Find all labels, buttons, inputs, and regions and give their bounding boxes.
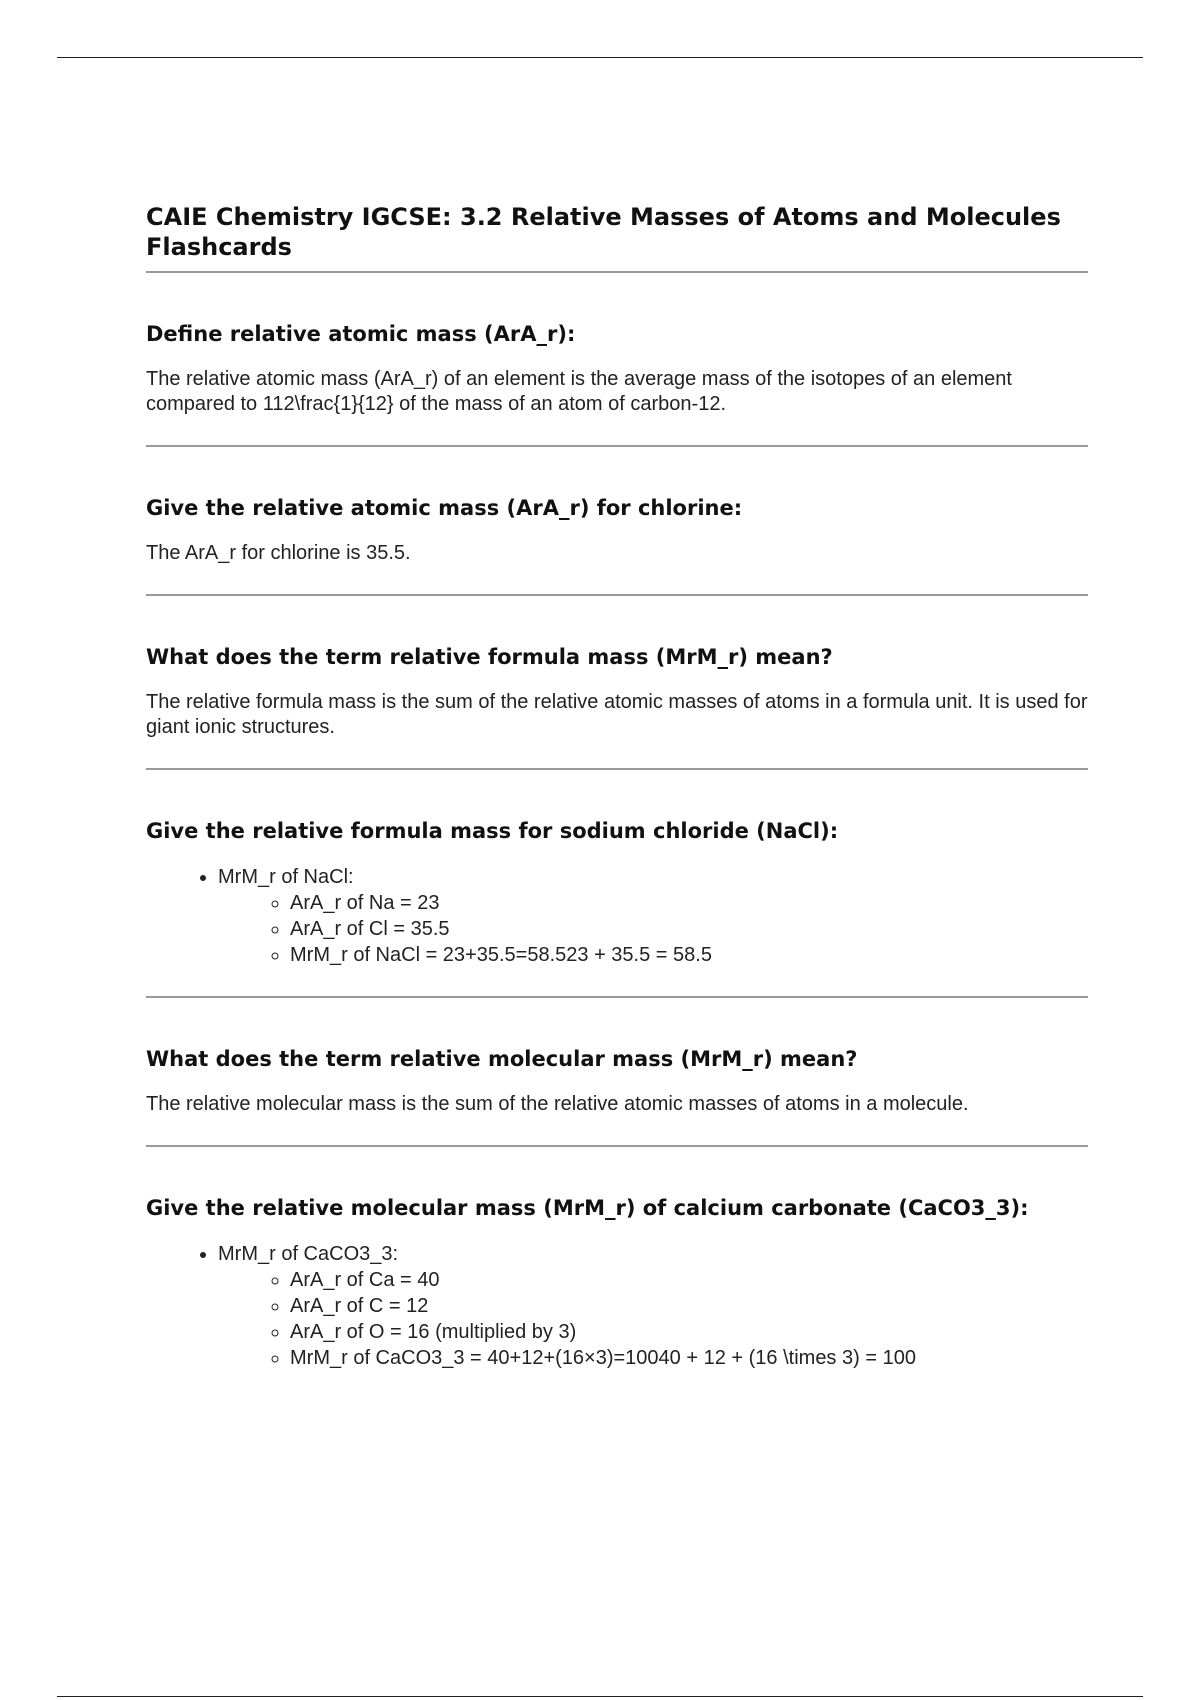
list-item-label: MrM_r of NaCl: [218, 866, 354, 888]
list-item-label: MrM_r of CaCO3_3: [218, 1243, 399, 1265]
sub-list-item: ◦ MrM_r of NaCl = 23+35.5=58.523 + 35.5 = 58.5 [290, 942, 1088, 968]
sub-list [218, 890, 1088, 968]
sub-list-item: ◦ ArA_r of Cl = 35.5 [290, 916, 1088, 942]
flashcard-document [146, 202, 1088, 1399]
flashcard-chlorine-ar [146, 447, 1088, 596]
answer-list [146, 1241, 1088, 1371]
card-answer: The relative formula mass is the sum of the relative atomic masses of atoms in a formula unit. It is used for giant ionic structures. [146, 691, 1088, 738]
flashcard-relative-molecular-mass [146, 998, 1088, 1147]
flashcard-relative-formula-mass [146, 596, 1088, 770]
card-answer: The ArA_r for chlorine is 35.5. [146, 542, 411, 564]
answer-list [146, 864, 1088, 968]
card-question: Give the relative molecular mass (MrM_r) of calcium carbonate (CaCO3_3): [146, 1196, 1029, 1220]
page-bottom-rule [57, 1696, 1143, 1697]
flashcard-caco3-mr [146, 1147, 1088, 1399]
list-item [218, 864, 1088, 968]
card-question: What does the term relative molecular mass (MrM_r) mean? [146, 1047, 858, 1071]
sub-list-item: ◦ ArA_r of Na = 23 [290, 890, 1088, 916]
page-top-rule [57, 57, 1143, 58]
card-answer: The relative molecular mass is the sum of the relative atomic masses of atoms in a molecule. [146, 1093, 969, 1115]
page-title: CAIE Chemistry IGCSE: 3.2 Relative Masses of Atoms and Molecules Flashcards [146, 202, 1088, 273]
sub-list [218, 1267, 1088, 1371]
sub-list-item: ◦ ArA_r of O = 16 (multiplied by 3) [290, 1319, 1088, 1345]
card-question: Give the relative atomic mass (ArA_r) for chlorine: [146, 496, 743, 520]
list-item [218, 1241, 1088, 1371]
sub-list-item: ◦ ArA_r of Ca = 40 [290, 1267, 1088, 1293]
sub-list-item: ◦ MrM_r of CaCO3_3 = 40+12+(16×3)=10040 + 12 + (16 \times 3) = 100 [290, 1345, 1088, 1371]
card-question: Give the relative formula mass for sodium chloride (NaCl): [146, 819, 839, 843]
flashcard-nacl-mr [146, 770, 1088, 998]
card-question: What does the term relative formula mass (MrM_r) mean? [146, 645, 833, 669]
card-question: Define relative atomic mass (ArA_r): [146, 322, 576, 346]
sub-list-item: ◦ ArA_r of C = 12 [290, 1293, 1088, 1319]
card-answer: The relative atomic mass (ArA_r) of an element is the average mass of the isotopes of an element compared to 112\frac{1}{12} of the mass of an atom of carbon-12. [146, 368, 1012, 415]
flashcard-relative-atomic-mass [146, 273, 1088, 447]
